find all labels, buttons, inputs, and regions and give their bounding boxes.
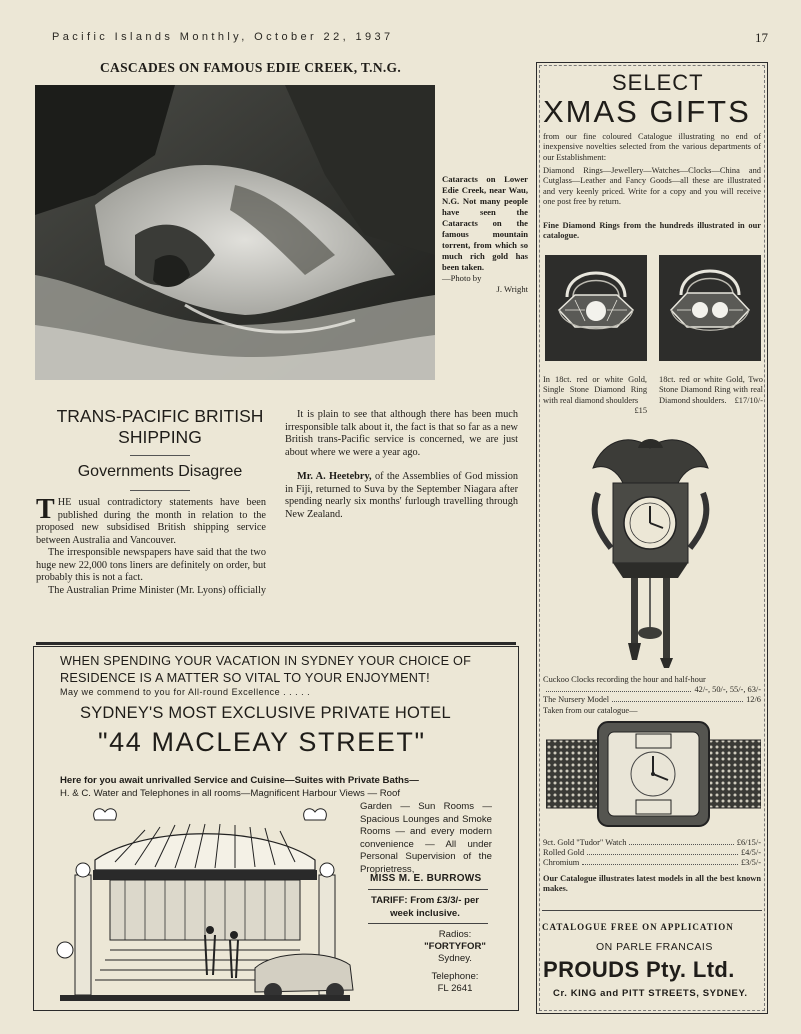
watch3-label: Chromium — [543, 858, 580, 867]
photo-credit-prefix: —Photo by — [442, 273, 482, 283]
running-title: Pacific Islands Monthly, October 22, 1937 — [52, 31, 394, 43]
article-paragraph-4: It is plain to see that although there has been much irresponsible talk about it, the fact is that so far as a new British trans-Pacific service is concerned, we are just about where we were a year ago. — [285, 409, 518, 458]
photo-credit-name: J. Wright — [496, 284, 528, 294]
note-text: of the Assemblies of God mission in Fiji, returned to Suva by the September Niagara after spending nearly six months' furlough travelling through New Zealand. — [285, 471, 519, 520]
hotel-service-bold: Here for you await unrivalled Service and Cuisine—Suites with Private Baths— — [60, 775, 419, 786]
article-subhead: Governments Disagree — [77, 463, 243, 480]
cuckoo-prices: 42/-, 50/-, 55/-, 63/- — [694, 685, 761, 694]
hotel-tariff: TARIFF: From £3/3/- per week inclusive. — [370, 895, 480, 919]
photo-caption — [442, 174, 528, 295]
hotel-contact — [423, 929, 487, 995]
waterfall-photo — [35, 85, 435, 380]
catalogue-free: CATALOGUE FREE ON APPLICATION — [542, 922, 734, 932]
article-paragraph-3: The Australian Prime Minister (Mr. Lyons) officially — [48, 584, 266, 596]
ring-single-stone-image — [545, 255, 647, 361]
tariff-rule-bottom — [368, 923, 488, 924]
tudor-watch-image — [546, 720, 761, 828]
page-number: 17 — [755, 30, 768, 45]
headline-rule — [130, 455, 190, 456]
hotel-service-line2: H. & C. Water and Telephones in all rooms—Magnificent Harbour Views — Roof — [60, 788, 401, 799]
watch1-label: 9ct. Gold "Tudor" Watch — [543, 838, 627, 847]
drop-cap: T — [36, 494, 55, 525]
hotel-name: "44 MACLEAY STREET" — [98, 727, 426, 757]
prouds-rule-1 — [542, 910, 762, 911]
watch2-row — [543, 848, 761, 858]
cuckoo-leader — [546, 685, 691, 692]
parle-francais: ON PARLE FRANCAIS — [596, 941, 713, 953]
watch2-leader — [587, 848, 738, 855]
prouds-xmas-gifts: XMAS GIFTS — [543, 94, 751, 129]
prouds-company-name: PROUDS Pty. Ltd. — [543, 957, 735, 982]
article-paragraph-1: HE usual contradictory statements have been published during the month in relation to the proposed new subsidised British shipping service between Australia and Vancouver. — [36, 497, 266, 546]
radio-value: "FORTYFOR" — [424, 941, 486, 952]
subhead-rule — [130, 490, 190, 491]
nursery-price: 12/6 — [746, 695, 761, 704]
prouds-departments: Diamond Rings—Jewellery—Watches—Clocks—China and Cutglass—Leather and Fancy Goods—all these are illustrated and very keenly priced. Write for a copy and you will receive one post free by return. — [543, 166, 761, 206]
ring1-description — [543, 375, 647, 416]
watch1-price: £6/15/- — [736, 838, 761, 847]
prouds-intro: from our fine coloured Catalogue illustrating no end of inexpensive novelties selected from the various departments of our Establishment: — [543, 132, 761, 162]
catalogue-note: Taken from our catalogue— — [543, 706, 638, 715]
article-column-1 — [36, 494, 266, 597]
watches-note: Our Catalogue illustrates latest models in all the best known makes. — [543, 874, 761, 894]
watch3-leader — [582, 858, 738, 865]
hotel-commend: May we commend to you for All-round Excellence . . . . . — [60, 687, 311, 697]
cuckoo-price-row — [543, 685, 761, 695]
tariff-rule-top — [368, 889, 488, 890]
caption-text: Cataracts on Lower Edie Creek, near Wau, N.G. Not many people have seen the Cataracts on the famous mountain torrent, from which so much rich gold has been taken. — [442, 174, 528, 272]
watch3-row — [543, 858, 761, 868]
hotel-amenities: Garden — Sun Rooms — Spacious Lounges and Smoke Rooms — and every modern convenience — All under Personal Supervision of the Proprietress, — [360, 801, 492, 875]
watch2-price: £4/5/- — [740, 848, 761, 857]
nursery-label: The Nursery Model — [543, 695, 610, 704]
note-name: Mr. A. Heetebry, — [297, 471, 372, 482]
ring1-price: £15 — [634, 405, 647, 415]
prouds-rings-intro: Fine Diamond Rings from the hundreds illustrated in our catalogue. — [543, 221, 761, 241]
watch3-price: £3/5/- — [740, 858, 761, 867]
phone-label: Telephone: — [431, 971, 479, 982]
ring2-desc: 18ct. red or white Gold, Two Stone Diamond Ring with real Diamond shoulders. — [659, 375, 763, 405]
nursery-row — [543, 695, 761, 705]
ring1-desc: In 18ct. red or white Gold, Single Stone Diamond Ring with real diamond shoulders — [543, 375, 647, 405]
cuckoo-clock-image — [583, 428, 718, 668]
hotel-ad-top-rule — [36, 642, 516, 645]
ring-two-stone-image — [659, 255, 761, 361]
radio-label: Radios: — [438, 929, 472, 940]
cuckoo-label: Cuckoo Clocks recording the hour and half-hour — [543, 675, 706, 684]
watch1-leader — [629, 838, 733, 845]
ring2-price: £17/10/- — [734, 395, 763, 405]
hotel-headline: WHEN SPENDING YOUR VACATION IN SYDNEY YOUR CHOICE OF RESIDENCE IS A MATTER SO VITAL TO YOUR ENJOYMENT! — [60, 654, 472, 685]
ring2-description — [659, 375, 763, 406]
article-headline: TRANS-PACIFIC BRITISH SHIPPING — [56, 406, 264, 447]
watch2-label: Rolled Gold — [543, 848, 585, 857]
article-paragraph-2: The irresponsible newspapers have said that the two huge new 22,000 tons liners are definitely on order, but probably this is not a fact. — [36, 547, 266, 583]
article-column-2 — [285, 409, 518, 521]
nursery-leader — [612, 695, 743, 702]
hotel-tagline: SYDNEY'S MOST EXCLUSIVE PRIVATE HOTEL — [80, 704, 451, 722]
hotel-proprietress: MISS M. E. BURROWS — [370, 873, 482, 884]
hotel-entrance-illustration — [55, 800, 355, 1005]
radio-city: Sydney. — [438, 953, 472, 964]
photo-title: CASCADES ON FAMOUS EDIE CREEK, T.N.G. — [100, 60, 402, 75]
watch1-row — [543, 838, 761, 848]
prouds-select: SELECT — [612, 70, 704, 95]
prouds-address: Cr. KING and PITT STREETS, SYDNEY. — [553, 988, 748, 999]
phone-value: FL 2641 — [437, 983, 473, 994]
